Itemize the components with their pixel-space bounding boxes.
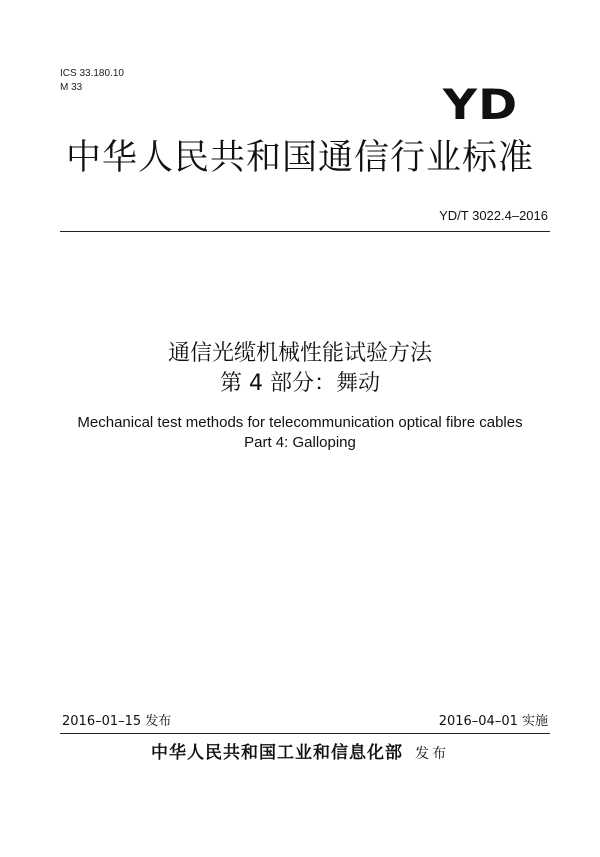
ics-code: ICS 33.180.10: [60, 68, 124, 79]
footer-divider: [60, 733, 550, 734]
implementation-date: 2016–04–01 实施: [438, 714, 548, 729]
document-title-zh: 通信光缆机械性能试验方法: [167, 341, 432, 366]
issue-date: 2016–01–15 发布: [62, 714, 172, 729]
document-subtitle-zh: 第 4 部分：舞动: [220, 371, 380, 396]
document-subtitle-en: Part 4: Galloping: [244, 434, 356, 451]
publisher-line: [0, 742, 600, 765]
classification-code: M 33: [60, 82, 83, 93]
yd-logo: YD: [442, 80, 518, 129]
publish-label: 发布: [415, 746, 449, 762]
header-divider: [60, 231, 550, 232]
standard-category-title: 中华人民共和国通信行业标准: [65, 138, 534, 178]
document-title-en: Mechanical test methods for telecommunication optical fibre cables: [77, 414, 523, 431]
publisher-name: 中华人民共和国工业和信息化部: [151, 743, 403, 763]
standard-number: YD/T 3022.4–2016: [439, 208, 548, 223]
